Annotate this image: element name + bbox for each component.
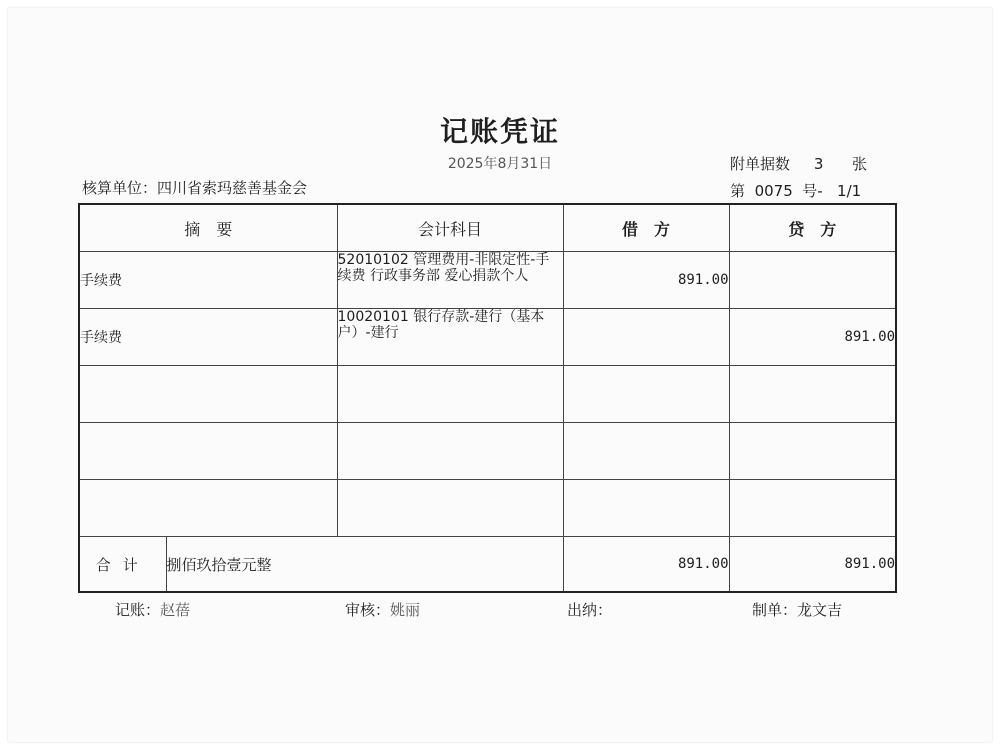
attachments-unit: 张 — [852, 155, 868, 173]
table-row — [79, 423, 896, 480]
accounting-unit — [82, 177, 307, 198]
total-row — [79, 537, 896, 593]
cashier-signature — [567, 599, 612, 620]
total-label: 合计 — [79, 537, 166, 593]
table-row — [79, 480, 896, 537]
bookkeeper-signature — [115, 599, 190, 620]
table-row — [79, 252, 896, 309]
voucher-table — [78, 203, 897, 593]
reviewer-label: 审核： — [345, 601, 391, 619]
page-indicator: 1/1 — [837, 182, 862, 200]
row-credit — [729, 252, 896, 309]
preparer-signature — [752, 599, 842, 620]
header-row — [79, 204, 896, 252]
bookkeeper-label: 记账： — [115, 601, 161, 619]
table-row — [79, 309, 896, 366]
unit-name: 四川省索玛慈善基金会 — [157, 179, 308, 197]
number-prefix: 第 — [730, 182, 746, 200]
preparer-name: 龙文吉 — [797, 601, 843, 619]
preparer-label: 制单： — [752, 601, 798, 619]
row-summary — [79, 423, 337, 480]
reviewer-signature — [345, 599, 420, 620]
cashier-label: 出纳： — [567, 601, 613, 619]
header-credit: 贷 方 — [729, 204, 896, 252]
row-credit: 891.00 — [729, 309, 896, 366]
row-credit — [729, 480, 896, 537]
total-amount-words: 捌佰玖拾壹元整 — [166, 537, 563, 593]
header-summary: 摘 要 — [79, 204, 337, 252]
unit-label: 核算单位： — [82, 179, 158, 197]
row-summary: 手续费 — [79, 252, 337, 309]
row-debit: 891.00 — [563, 252, 729, 309]
row-subject — [337, 423, 563, 480]
row-subject: 52010102 管理费用-非限定性-手续费 行政事务部 爱心捐款个人 — [337, 252, 563, 309]
table-row — [79, 366, 896, 423]
row-credit — [729, 423, 896, 480]
row-subject: 10020101 银行存款-建行（基本户）-建行 — [337, 309, 563, 366]
attachments-count: 3 — [813, 155, 824, 173]
attachments-info — [730, 153, 867, 174]
reviewer-name: 姚丽 — [390, 601, 421, 619]
attachments-label: 附单据数 — [730, 155, 791, 173]
row-summary — [79, 480, 337, 537]
row-credit — [729, 366, 896, 423]
header-subject: 会计科目 — [337, 204, 563, 252]
row-subject — [337, 480, 563, 537]
total-debit: 891.00 — [563, 537, 729, 593]
voucher-title: 记账凭证 — [439, 115, 560, 148]
row-subject — [337, 366, 563, 423]
number-suffix: 号- — [802, 182, 823, 200]
row-debit — [563, 423, 729, 480]
voucher-number — [730, 180, 861, 201]
bookkeeper-name: 赵蓓 — [160, 601, 191, 619]
number-value: 0075 — [754, 182, 793, 200]
row-debit — [563, 366, 729, 423]
row-debit — [563, 480, 729, 537]
row-summary: 手续费 — [79, 309, 337, 366]
header-debit: 借 方 — [563, 204, 729, 252]
total-credit: 891.00 — [729, 537, 896, 593]
row-debit — [563, 309, 729, 366]
voucher-date: 2025年8月31日 — [447, 156, 553, 172]
row-summary — [79, 366, 337, 423]
